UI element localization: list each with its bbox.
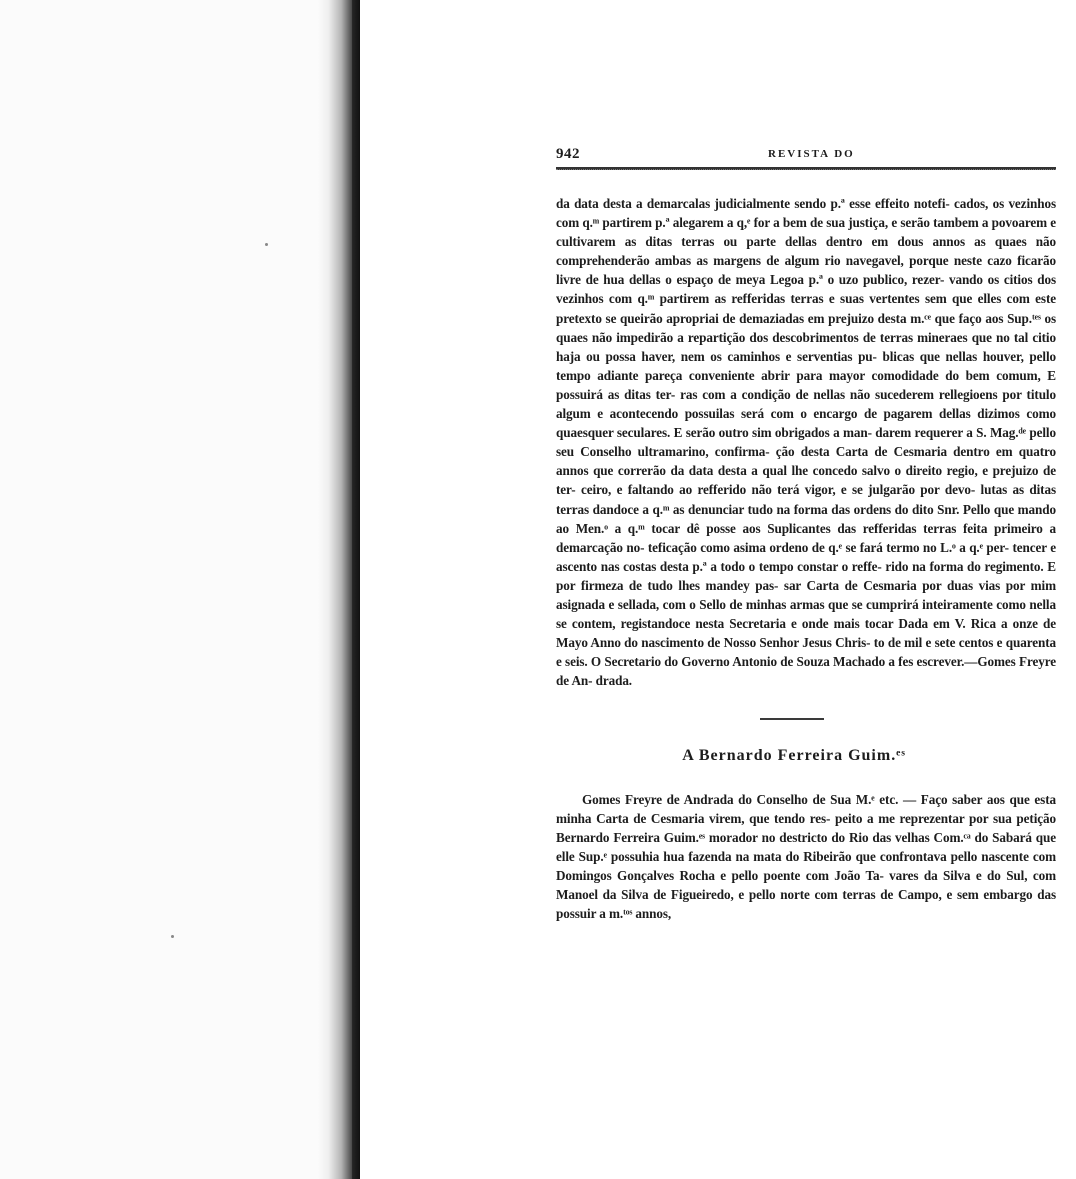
page-body: [556, 194, 1056, 923]
paragraph-new-section: Gomes Freyre de Andrada do Conselho de Sua M.ᵉ etc. — Faço saber aos que esta minha Carta de Cesmaria virem, que tendo res- peito a me reprezentar por sua petição Bernardo Ferreira Guim.ᵉˢ morador no destricto do Rio das velhas Com.ᶜᵃ do Sabará que elle Sup.ᵉ possuhia hua fazenda na mata do Ribeirão que confrontava pello nascente com Domingos Gonçalves Rocha e pello poente com João Ta- vares da Silva e do Sul, com Manoel da Silva de Figueiredo, e pello norte com terras de Campo, e sem embargo das possuir a m.ᵗᵒˢ annos,: [556, 791, 1056, 922]
section-separator: [760, 718, 824, 720]
paragraph-continued: da data desta a demarcalas judicialmente sendo p.ª esse effeito notefi- cados, os vezinhos com q.ᵐ partirem p.ª alegarem a q,ᵉ for a bem de sua justiça, e serão tambem a povoarem e cultivarem as ditas terras ou parte dellas dentro em dous annos as quaes não comprehenderão ambas as margens de algum rio navegavel, porque neste cazo ficarão livre de hua dellas o espaço de meya Legoa p.ª o uzo publico, rezer- vando os citios dos vezinhos com q.ᵐ partirem as refferidas terras e suas vertentes sem que elles com este pretexto se queirão apropriai de demaziadas em prejuizo desta m.ᶜᵉ que faço aos Sup.ᵗᵉˢ os quaes não impedirão a repartição dos descobrimentos de terras mineraes que no tal citio haja ou possa haver, nem os caminhos e serventias pu- blicas que nellas houver, pello tempo adiante pareça conveniente abrir para mayor comodidade do bem comum, E possuirá as ditas ter- ras com a condição de nellas não sucederem rellegioens por titulo algum e acontecendo possuilas será com o encargo de pagarem dellas dizimos como quaesquer seculares. E serão outro sim obrigados a man- darem requerer a S. Mag.ᵈᵉ pello seu Conselho ultramarino, confirma- ção desta Carta de Cesmaria dentro em quatro annos que correrão da data desta a qual lhe concedo salvo o direito regio, e prejuizo de ter- ceiro, e faltando ao refferido não terá vigor, e se julgarão por devo- lutas as ditas terras dandoce a q.ᵐ as denunciar tudo na forma das ordens do dito Snr. Pello que mando ao Men.ᵒ a q.ᵐ tocar dê posse aos Suplicantes das refferidas terras feita primeiro a demarcação no- teficação como asima ordeno de q.ᵉ se fará termo no L.ᵒ a q.ᵉ per- tencer e ascento nas costas desta p.ª a todo o tempo constar o reffe- rido na forma do regimento. E por firmeza de tudo lhes mandey pas- sar Carta de Cesmaria por duas vias por mim asignada e sellada, com o Sello de minhas armas que se cumprirá inteiramente como nella se contem, registandoce nesta Secretaria e onde mais tocar Dada em V. Rica a onze de Mayo Anno do nascimento de Nosso Senhor Jesus Chris- to de mil e sete centos e quarenta e seis. O Secretario do Governo Antonio de Souza Machado a fes escrever.—Gomes Freyre de An- drada.: [556, 196, 1056, 689]
header-rule: [556, 167, 1056, 170]
book-gutter: [352, 0, 360, 1179]
book-page: [556, 146, 1056, 923]
blank-left-page: [0, 0, 360, 1179]
scan-speck: [265, 243, 268, 246]
running-head: REVISTA DO: [768, 148, 855, 160]
section-title: A Bernardo Ferreira Guim.ᵉˢ: [682, 747, 906, 765]
scan-speck: [171, 935, 174, 938]
page-header: [556, 146, 1056, 168]
page-number: 942: [556, 146, 580, 162]
